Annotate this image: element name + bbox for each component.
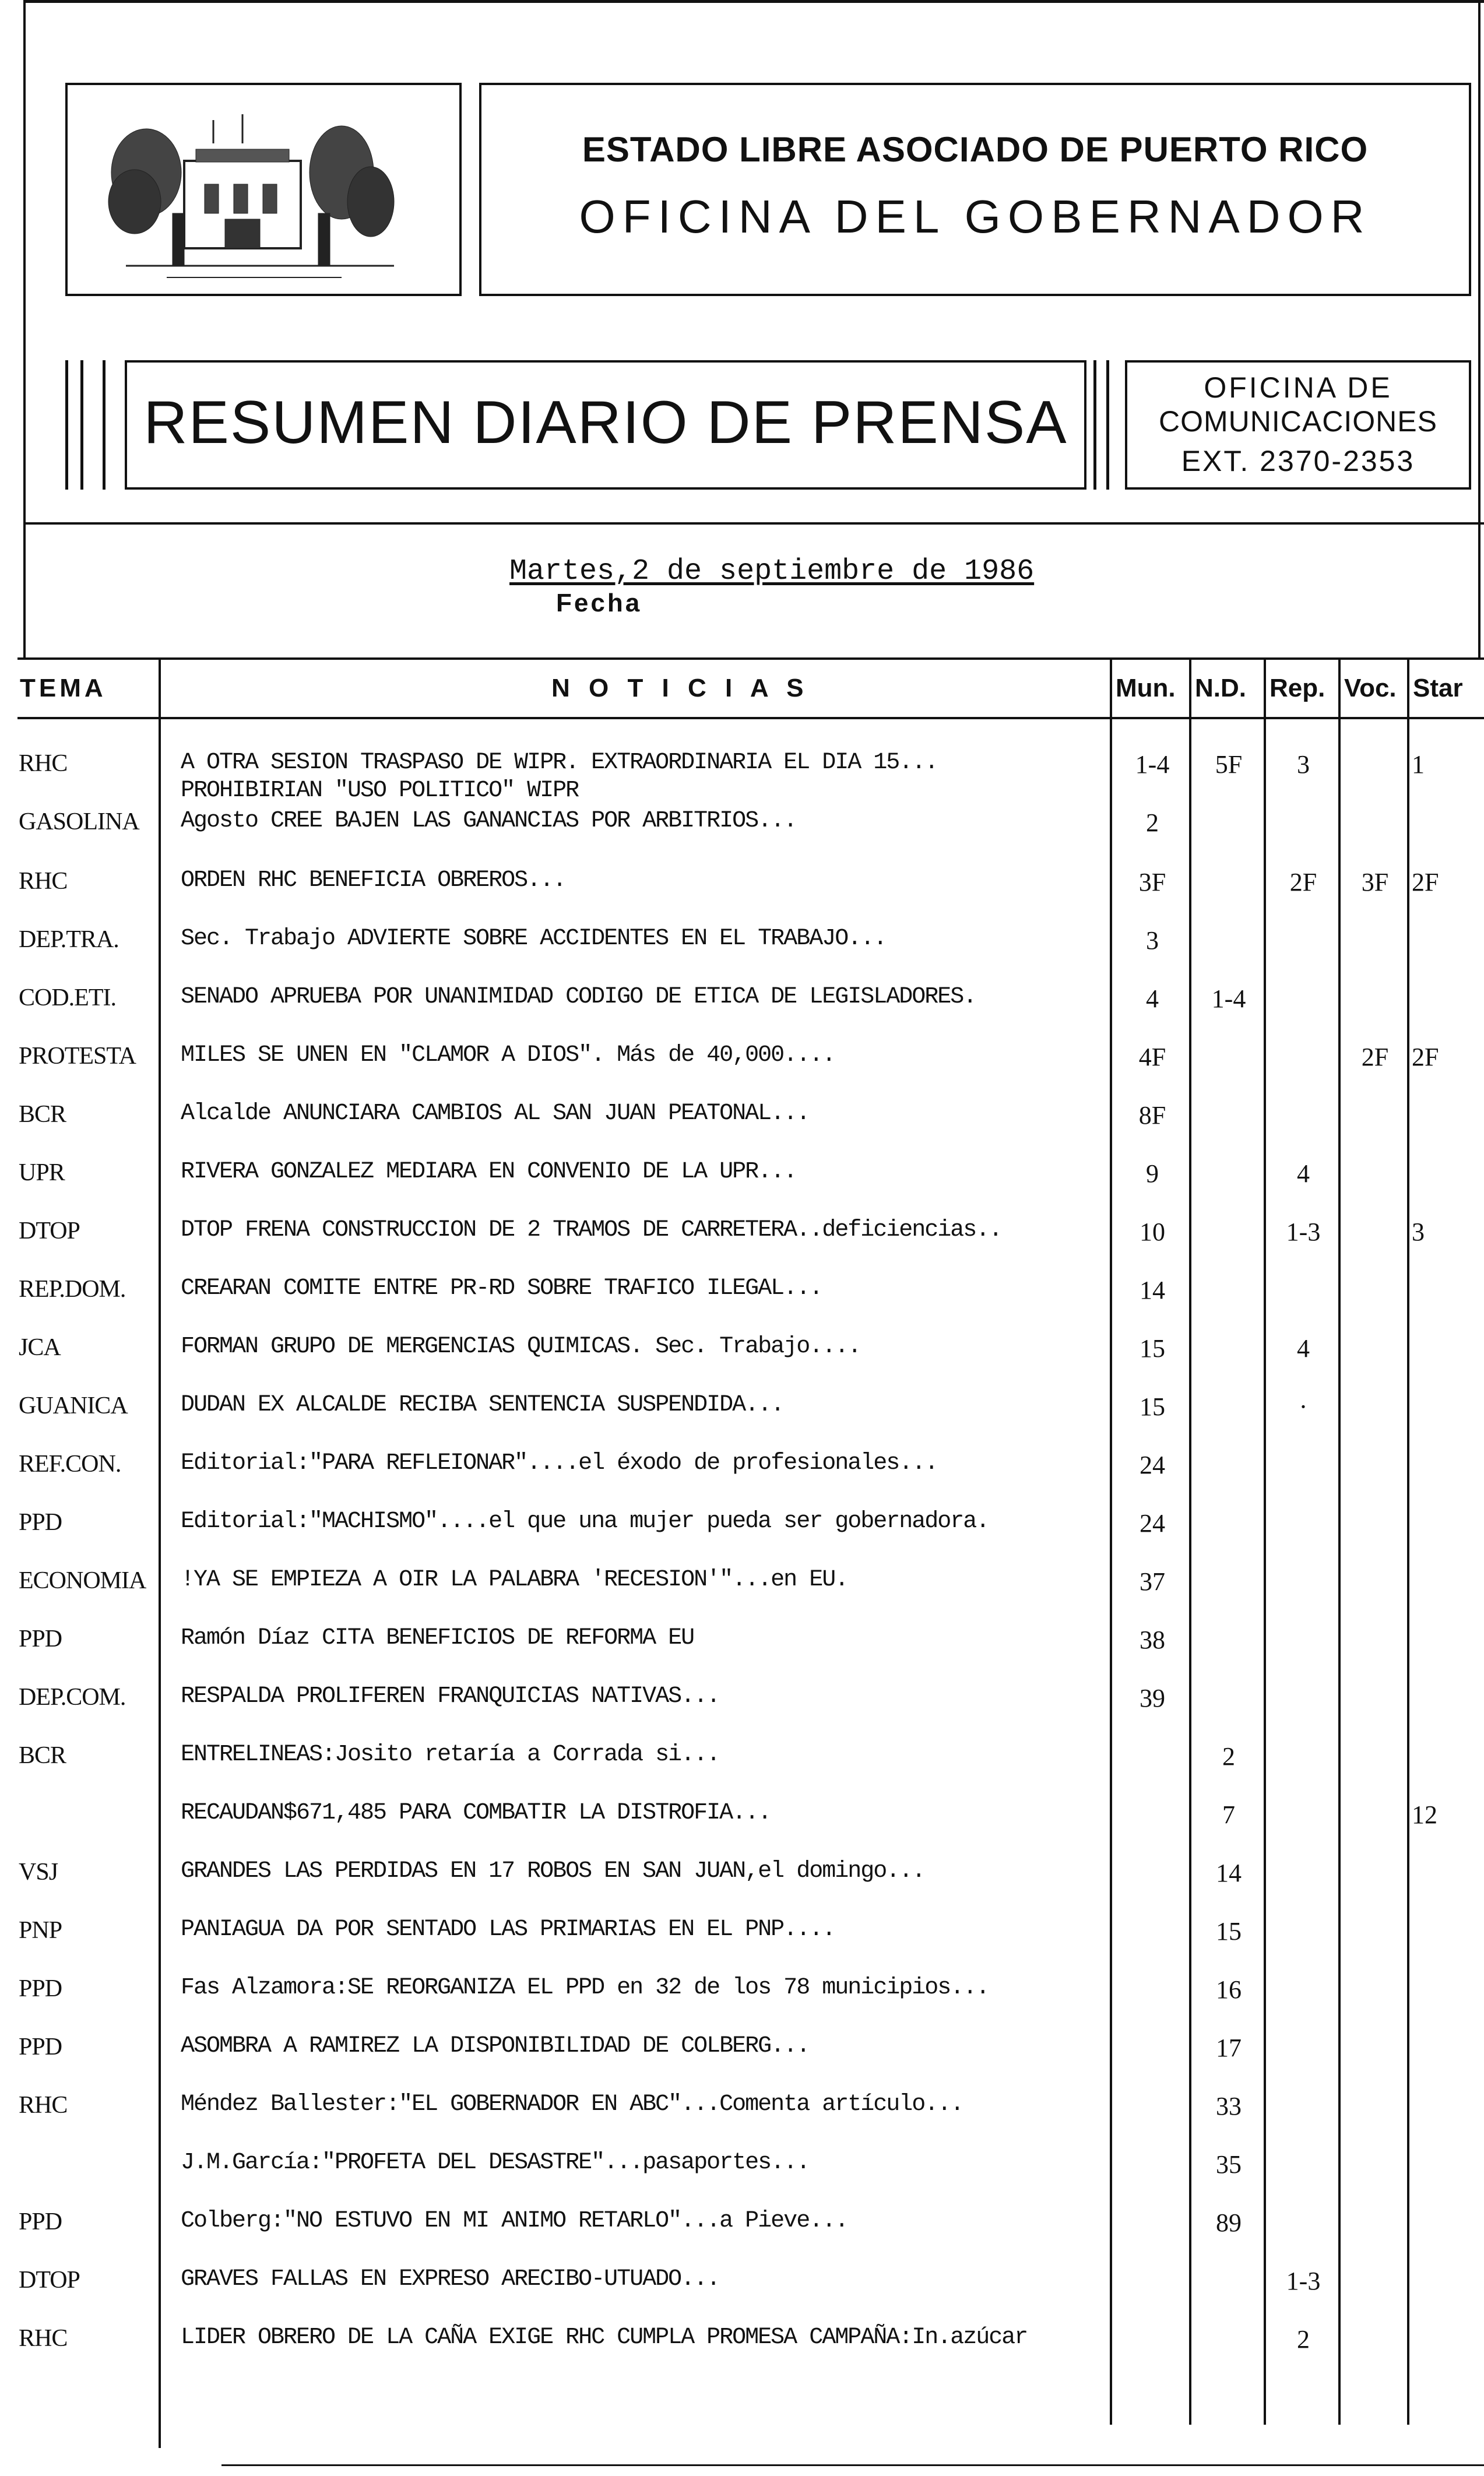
row-noticia: SENADO APRUEBA POR UNANIMIDAD CODIGO DE ETICA DE LEGISLADORES. bbox=[181, 984, 976, 1010]
row-star: 2F bbox=[1412, 1043, 1439, 1071]
title-box bbox=[125, 360, 1086, 490]
row-noticia: ORDEN RHC BENEFICIA OBREROS... bbox=[181, 867, 566, 894]
row-star: 1 bbox=[1412, 750, 1425, 779]
row-rep: 2 bbox=[1297, 2325, 1310, 2354]
row-tema: DTOP bbox=[19, 1218, 80, 1244]
row-rep: 1-3 bbox=[1286, 2267, 1321, 2295]
column-divider bbox=[1110, 657, 1112, 2425]
header-noticias: N O T I C I A S bbox=[551, 674, 810, 702]
row-nd: 7 bbox=[1222, 1800, 1235, 1829]
row-tema: BCR bbox=[19, 1742, 66, 1769]
row-noticia: Alcalde ANUNCIARA CAMBIOS AL SAN JUAN PEATONAL... bbox=[181, 1100, 810, 1127]
top-border bbox=[23, 0, 1484, 3]
row-nd: 16 bbox=[1216, 1975, 1242, 2004]
row-nd: 17 bbox=[1216, 2034, 1242, 2062]
row-nd: 1-4 bbox=[1211, 984, 1246, 1013]
la-fortaleza-logo bbox=[68, 85, 459, 294]
header-box bbox=[479, 83, 1471, 296]
row-star: 12 bbox=[1412, 1800, 1437, 1829]
row-tema: PPD bbox=[19, 1509, 62, 1536]
row-tema: PPD bbox=[19, 2208, 62, 2235]
row-tema: RHC bbox=[19, 2092, 68, 2119]
right-bar-2 bbox=[1106, 360, 1109, 490]
row-tema: RHC bbox=[19, 868, 68, 895]
row-nd: 35 bbox=[1216, 2150, 1242, 2179]
row-noticia: GRANDES LAS PERDIDAS EN 17 ROBOS EN SAN JUAN,el domingo... bbox=[181, 1858, 925, 1884]
row-noticia: GRAVES FALLAS EN EXPRESO ARECIBO-UTUADO... bbox=[181, 2266, 720, 2292]
row-noticia: DUDAN EX ALCALDE RECIBA SENTENCIA SUSPENDIDA... bbox=[181, 1392, 784, 1418]
row-mun: 24 bbox=[1140, 1451, 1165, 1479]
row-rep: · bbox=[1299, 1392, 1308, 1421]
office-box bbox=[1125, 360, 1471, 490]
row-rep: 4 bbox=[1297, 1159, 1310, 1188]
row-mun: 15 bbox=[1140, 1334, 1165, 1363]
page-title: RESUMEN DIARIO DE PRENSA bbox=[143, 389, 1068, 456]
row-mun: 8F bbox=[1138, 1101, 1166, 1130]
row-noticia: DTOP FRENA CONSTRUCCION DE 2 TRAMOS DE CARRETERA..deficiencias.. bbox=[181, 1217, 1002, 1243]
row-tema: PROTESTA bbox=[19, 1043, 136, 1070]
row-nd: 2 bbox=[1222, 1742, 1235, 1771]
header-line1: ESTADO LIBRE ASOCIADO DE PUERTO RICO bbox=[582, 130, 1369, 169]
row-noticia: ASOMBRA A RAMIREZ LA DISPONIBILIDAD DE COLBERG... bbox=[181, 2033, 810, 2059]
row-tema: REP.DOM. bbox=[19, 1276, 126, 1303]
row-nd: 5F bbox=[1215, 750, 1243, 779]
left-bar-2 bbox=[80, 360, 83, 490]
office-line3: EXT. 2370-2353 bbox=[1181, 445, 1415, 477]
row-noticia: RECAUDAN$671,485 PARA COMBATIR LA DISTROFIA... bbox=[181, 1800, 771, 1826]
row-noticia: CREARAN COMITE ENTRE PR-RD SOBRE TRAFICO ILEGAL... bbox=[181, 1275, 822, 1302]
row-noticia: PROHIBIRIAN "USO POLITICO" WIPR bbox=[181, 778, 579, 804]
header-tema: TEMA bbox=[20, 674, 107, 702]
row-mun: 3F bbox=[1138, 868, 1166, 896]
row-tema: PNP bbox=[19, 1917, 62, 1944]
row-tema: DEP.COM. bbox=[19, 1684, 126, 1711]
row-tema: DTOP bbox=[19, 2267, 80, 2294]
row-noticia: PANIAGUA DA POR SENTADO LAS PRIMARIAS EN EL PNP.... bbox=[181, 1916, 835, 1943]
row-nd: 15 bbox=[1216, 1917, 1242, 1946]
right-border bbox=[1478, 0, 1481, 659]
row-noticia: Colberg:"NO ESTUVO EN MI ANIMO RETARLO"...a Pieve... bbox=[181, 2208, 848, 2234]
row-tema: PPD bbox=[19, 2034, 62, 2060]
row-noticia: !YA SE EMPIEZA A OIR LA PALABRA 'RECESION'"...en EU. bbox=[181, 1567, 848, 1593]
header-mun: Mun. bbox=[1116, 674, 1176, 702]
row-star: 3 bbox=[1412, 1218, 1425, 1246]
date-label: Fecha bbox=[556, 589, 642, 617]
row-tema: RHC bbox=[19, 750, 68, 777]
row-tema: COD.ETI. bbox=[19, 984, 116, 1011]
row-mun: 9 bbox=[1146, 1159, 1159, 1188]
row-mun: 1-4 bbox=[1135, 750, 1170, 779]
row-tema: GUANICA bbox=[19, 1392, 128, 1419]
row-mun: 15 bbox=[1140, 1392, 1165, 1421]
header-nd: N.D. bbox=[1195, 674, 1246, 702]
row-tema: ECONOMIA bbox=[19, 1567, 146, 1594]
row-nd: 33 bbox=[1216, 2092, 1242, 2120]
row-tema: UPR bbox=[19, 1159, 65, 1186]
row-noticia: Agosto CREE BAJEN LAS GANANCIAS POR ARBITRIOS... bbox=[181, 808, 797, 834]
row-mun: 3 bbox=[1146, 926, 1159, 955]
row-noticia: Méndez Ballester:"EL GOBERNADOR EN ABC"...Comenta artículo... bbox=[181, 2091, 963, 2118]
row-mun: 10 bbox=[1140, 1218, 1165, 1246]
right-bar-1 bbox=[1093, 360, 1096, 490]
row-tema: DEP.TRA. bbox=[19, 926, 119, 953]
row-noticia: A OTRA SESION TRASPASO DE WIPR. EXTRAORDINARIA EL DIA 15... bbox=[181, 750, 938, 776]
header-line2: OFICINA DEL GOBERNADOR bbox=[579, 191, 1372, 242]
row-mun: 4F bbox=[1138, 1043, 1166, 1071]
header-star: Star bbox=[1413, 674, 1463, 702]
row-mun: 14 bbox=[1140, 1276, 1165, 1304]
row-tema: GASOLINA bbox=[19, 808, 139, 835]
table-bottom-line bbox=[221, 2464, 1484, 2466]
row-noticia: Editorial:"MACHISMO"....el que una mujer pueda ser gobernadora. bbox=[181, 1508, 989, 1535]
left-bar-3 bbox=[103, 360, 106, 490]
row-noticia: Ramón Díaz CITA BENEFICIOS DE REFORMA EU bbox=[181, 1625, 694, 1651]
row-nd: 89 bbox=[1216, 2208, 1242, 2237]
left-border bbox=[23, 0, 26, 659]
row-tema: VSJ bbox=[19, 1859, 58, 1886]
row-tema: RHC bbox=[19, 2325, 68, 2352]
row-noticia: RESPALDA PROLIFEREN FRANQUICIAS NATIVAS... bbox=[181, 1683, 720, 1710]
row-nd: 14 bbox=[1216, 1859, 1242, 1887]
header-separator bbox=[23, 522, 1484, 525]
row-rep: 1-3 bbox=[1286, 1218, 1321, 1246]
row-mun: 39 bbox=[1140, 1684, 1165, 1712]
date-value: Martes,2 de septiembre de 1986 bbox=[509, 555, 1035, 588]
column-divider bbox=[159, 657, 161, 2448]
row-noticia: Fas Alzamora:SE REORGANIZA EL PPD en 32 de los 78 municipios... bbox=[181, 1975, 989, 2001]
row-noticia: LIDER OBRERO DE LA CAÑA EXIGE RHC CUMPLA PROMESA CAMPAÑA:In.azúcar bbox=[181, 2324, 1028, 2351]
row-noticia: Editorial:"PARA REFLEIONAR"....el éxodo de profesionales... bbox=[181, 1450, 938, 1476]
header-rep: Rep. bbox=[1270, 674, 1325, 702]
row-noticia: ENTRELINEAS:Josito retaría a Corrada si... bbox=[181, 1742, 720, 1768]
row-voc: 3F bbox=[1361, 868, 1389, 896]
row-voc: 2F bbox=[1361, 1043, 1389, 1071]
office-line1: OFICINA DE bbox=[1204, 371, 1392, 404]
row-noticia: Sec. Trabajo ADVIERTE SOBRE ACCIDENTES EN EL TRABAJO... bbox=[181, 926, 887, 952]
row-mun: 4 bbox=[1146, 984, 1159, 1013]
left-bar-1 bbox=[65, 360, 68, 490]
row-mun: 38 bbox=[1140, 1626, 1165, 1654]
row-noticia: J.M.García:"PROFETA DEL DESASTRE"...pasaportes... bbox=[181, 2150, 810, 2176]
column-divider bbox=[1407, 657, 1409, 2425]
logo-box bbox=[65, 83, 462, 296]
row-noticia: RIVERA GONZALEZ MEDIARA EN CONVENIO DE LA UPR... bbox=[181, 1159, 797, 1185]
row-tema: BCR bbox=[19, 1101, 66, 1128]
column-divider bbox=[1338, 657, 1341, 2425]
office-line2: COMUNICACIONES bbox=[1159, 405, 1437, 438]
row-noticia: MILES SE UNEN EN "CLAMOR A DIOS". Más de 40,000.... bbox=[181, 1042, 835, 1068]
row-mun: 2 bbox=[1146, 808, 1159, 837]
row-star: 2F bbox=[1412, 868, 1439, 896]
row-mun: 24 bbox=[1140, 1509, 1165, 1538]
row-tema: PPD bbox=[19, 1626, 62, 1652]
row-tema: REF.CON. bbox=[19, 1451, 121, 1478]
row-noticia: FORMAN GRUPO DE MERGENCIAS QUIMICAS. Sec. Trabajo.... bbox=[181, 1334, 861, 1360]
row-rep: 4 bbox=[1297, 1334, 1310, 1363]
row-rep: 2F bbox=[1289, 868, 1317, 896]
row-tema: PPD bbox=[19, 1975, 62, 2002]
row-tema: JCA bbox=[19, 1334, 61, 1361]
header-voc: Voc. bbox=[1344, 674, 1397, 702]
row-rep: 3 bbox=[1297, 750, 1310, 779]
row-mun: 37 bbox=[1140, 1567, 1165, 1596]
